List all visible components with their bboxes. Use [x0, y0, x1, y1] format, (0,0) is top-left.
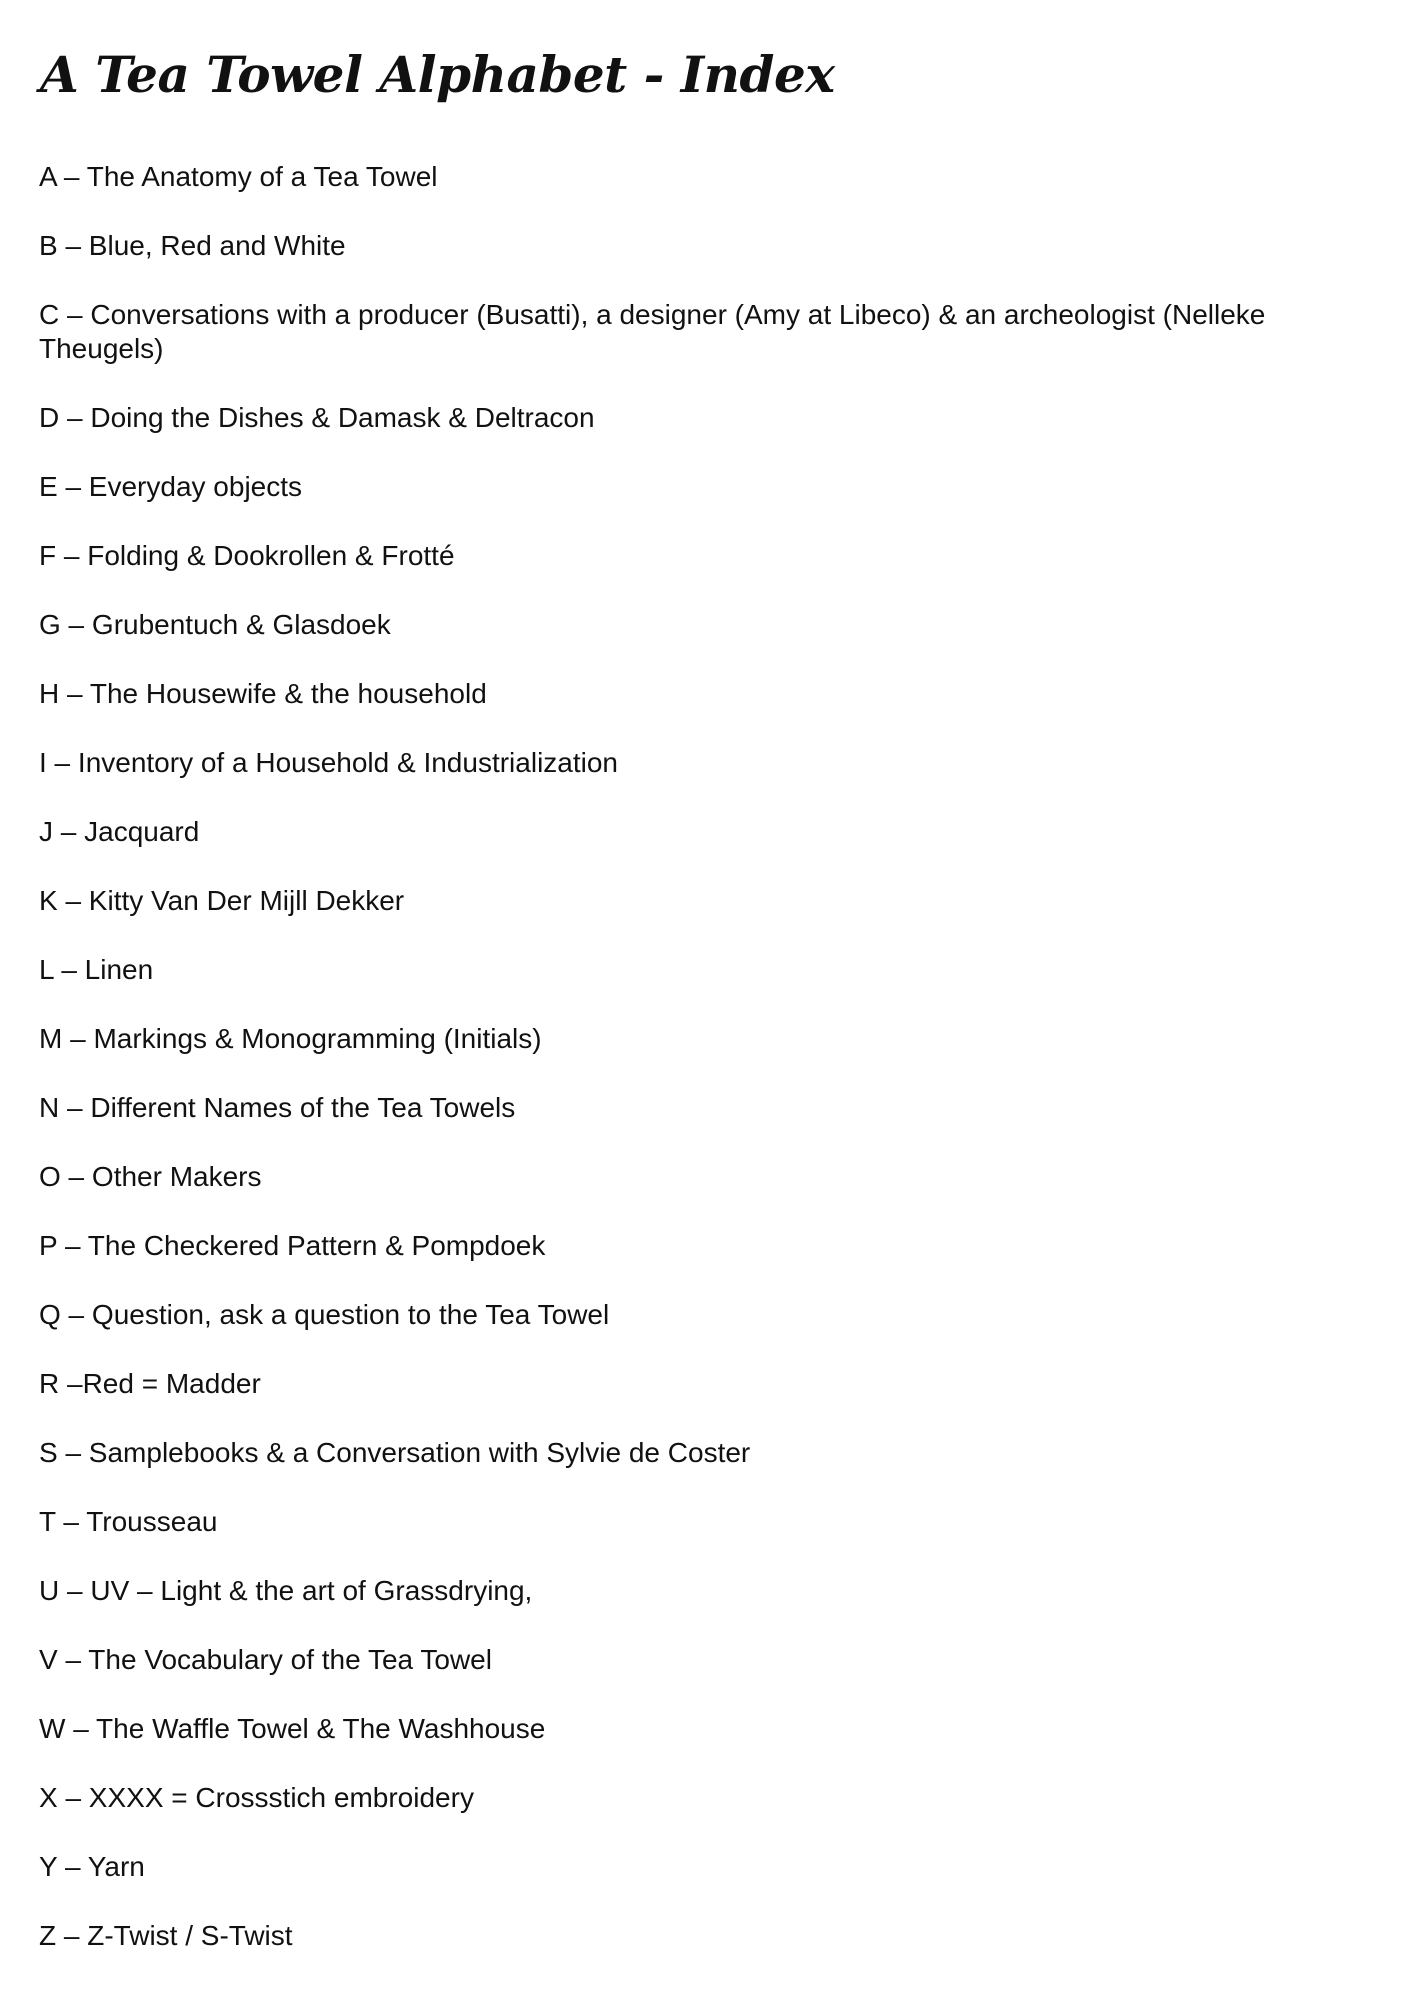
index-entry-i: I – Inventory of a Household & Industrialization	[39, 747, 619, 778]
index-entry-e: E – Everyday objects	[39, 471, 303, 502]
index-entry-j: J – Jacquard	[39, 816, 200, 847]
index-entry-y: Y – Yarn	[39, 1851, 145, 1882]
index-entry-x: X – XXXX = Crossstich embroidery	[39, 1782, 474, 1813]
index-entry-g: G – Grubentuch & Glasdoek	[39, 609, 391, 640]
index-entry-c: C – Conversations with a producer (Busatti), a designer (Amy at Libeco) & an archeologist (Nelleke Theugels)	[39, 299, 1266, 364]
index-entry-n: N – Different Names of the Tea Towels	[39, 1092, 516, 1123]
index-entry-w: W – The Waffle Towel & The Washhouse	[39, 1713, 546, 1744]
index-list	[39, 160, 1339, 1988]
page-title: A Tea Towel Alphabet - Index	[40, 45, 835, 104]
index-entry-l: L – Linen	[39, 954, 154, 985]
index-entry-z: Z – Z-Twist / S-Twist	[39, 1920, 293, 1951]
index-entry-u: U – UV – Light & the art of Grassdrying,	[39, 1575, 533, 1606]
index-entry-h: H – The Housewife & the household	[39, 678, 487, 709]
index-entry-f: F – Folding & Dookrollen & Frotté	[39, 540, 455, 571]
index-entry-b: B – Blue, Red and White	[39, 230, 346, 261]
index-entry-a: A – The Anatomy of a Tea Towel	[39, 161, 438, 192]
index-entry-p: P – The Checkered Pattern & Pompdoek	[39, 1230, 546, 1261]
index-entry-k: K – Kitty Van Der Mijll Dekker	[39, 885, 405, 916]
index-entry-t: T – Trousseau	[39, 1506, 218, 1537]
index-entry-d: D – Doing the Dishes & Damask & Deltracon	[39, 402, 595, 433]
index-entry-q: Q – Question, ask a question to the Tea Towel	[39, 1299, 610, 1330]
index-entry-v: V – The Vocabulary of the Tea Towel	[39, 1644, 492, 1675]
index-entry-o: O – Other Makers	[39, 1161, 262, 1192]
index-entry-m: M – Markings & Monogramming (Initials)	[39, 1023, 542, 1054]
index-entry-r: R –Red = Madder	[39, 1368, 261, 1399]
index-entry-s: S – Samplebooks & a Conversation with Sylvie de Coster	[39, 1437, 751, 1468]
